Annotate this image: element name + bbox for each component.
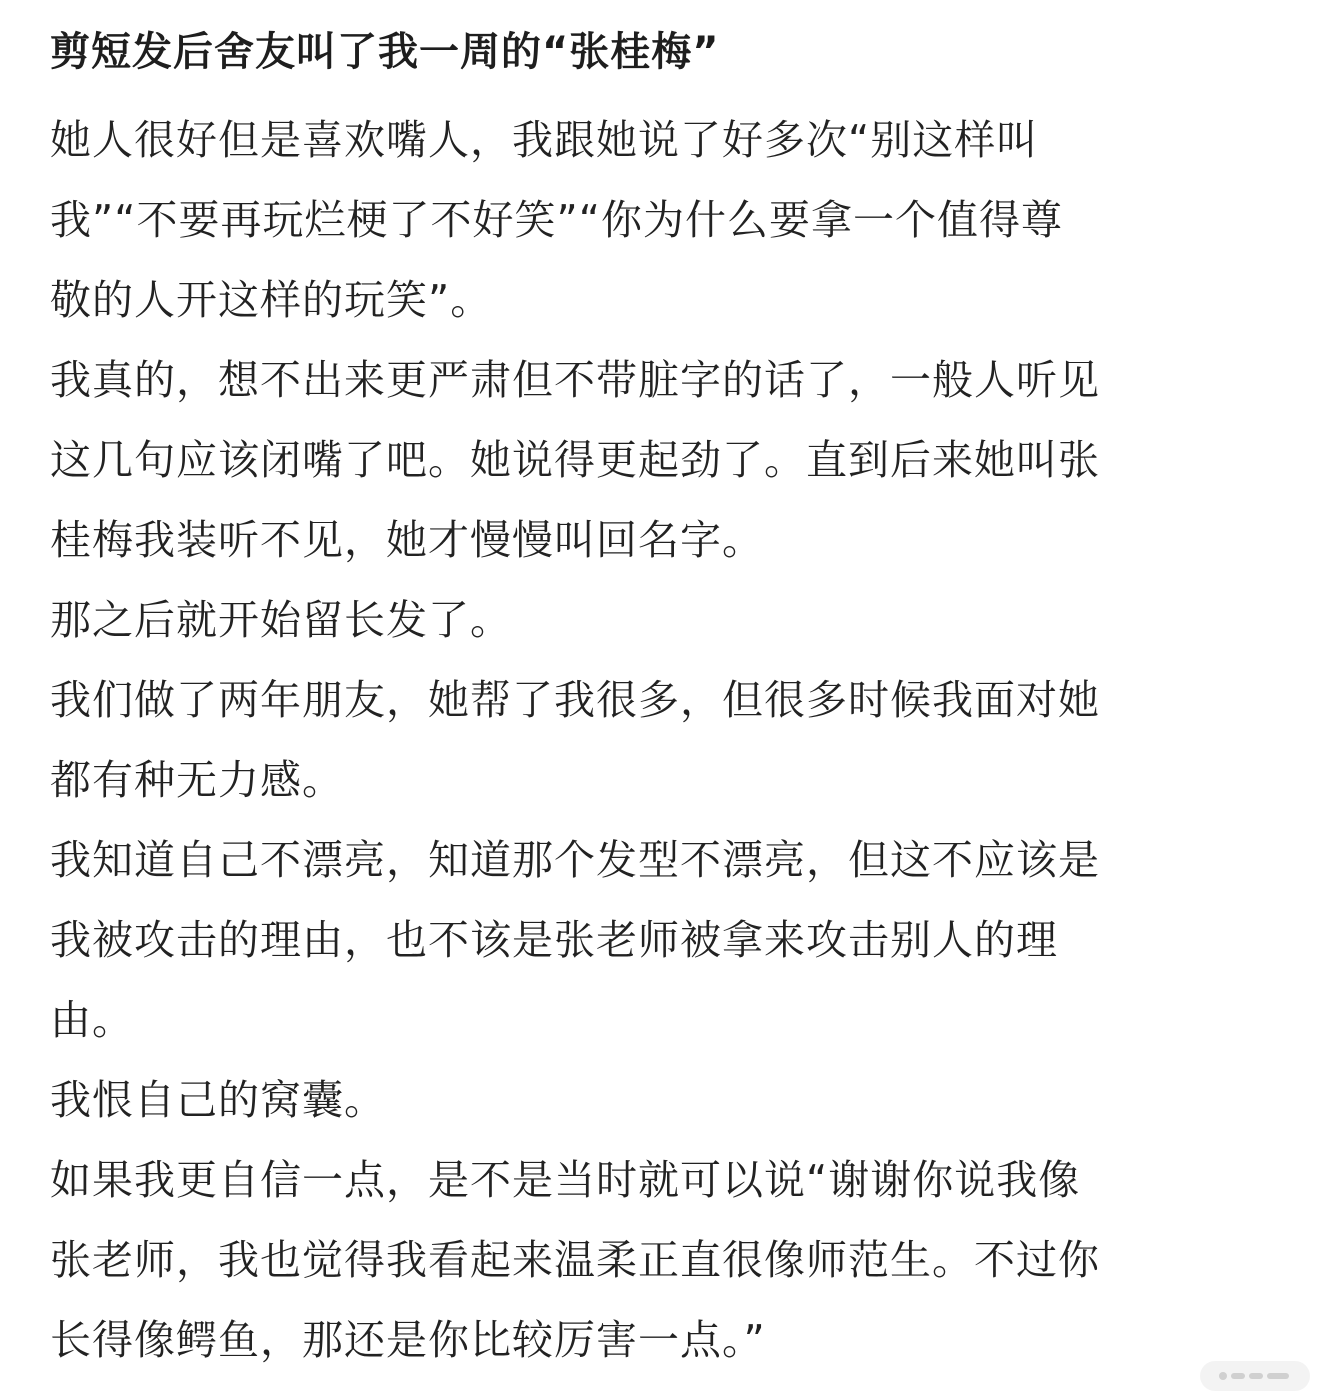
paragraph [50, 340, 1280, 580]
post-content [50, 20, 1280, 1380]
text-line: 如果我更自信一点，是不是当时就可以说“谢谢你说我像 [50, 1156, 1081, 1204]
text-line: 由。 [50, 996, 134, 1044]
text-line: 我恨自己的窝囊。 [50, 1076, 386, 1124]
post-body [50, 100, 1280, 1380]
text-line: 我被攻击的理由，也不该是张老师被拿来攻击别人的理 [50, 916, 1058, 964]
paragraph [50, 660, 1280, 820]
text-line: 这几句应该闭嘴了吧。她说得更起劲了。直到后来她叫张 [50, 436, 1100, 484]
watermark-logo [1200, 1361, 1310, 1391]
text-line: 我们做了两年朋友，她帮了我很多，但很多时候我面对她 [50, 676, 1100, 724]
paragraph [50, 580, 1280, 660]
text-line: 都有种无力感。 [50, 756, 344, 804]
text-line: 敬的人开这样的玩笑”。 [50, 276, 493, 324]
paragraph [50, 100, 1280, 340]
text-line: 我真的，想不出来更严肃但不带脏字的话了，一般人听见 [50, 356, 1100, 404]
text-line: 桂梅我装听不见，她才慢慢叫回名字。 [50, 516, 764, 564]
text-line: 长得像鳄鱼，那还是你比较厉害一点。” [50, 1316, 766, 1364]
paragraph [50, 1060, 1280, 1140]
text-line: 张老师，我也觉得我看起来温柔正直很像师范生。不过你 [50, 1236, 1100, 1284]
text-line: 我”“不要再玩烂梗了不好笑”“你为什么要拿一个值得尊 [50, 196, 1063, 244]
text-line: 那之后就开始留长发了。 [50, 596, 512, 644]
paragraph [50, 820, 1280, 1060]
text-line: 她人很好但是喜欢嘴人，我跟她说了好多次“别这样叫 [50, 116, 1039, 164]
text-line: 我知道自己不漂亮，知道那个发型不漂亮，但这不应该是 [50, 836, 1100, 884]
post-title: 剪短发后舍友叫了我一周的“张桂梅” [50, 29, 720, 75]
paragraph [50, 1140, 1280, 1380]
watermark-icon [1215, 1368, 1295, 1384]
